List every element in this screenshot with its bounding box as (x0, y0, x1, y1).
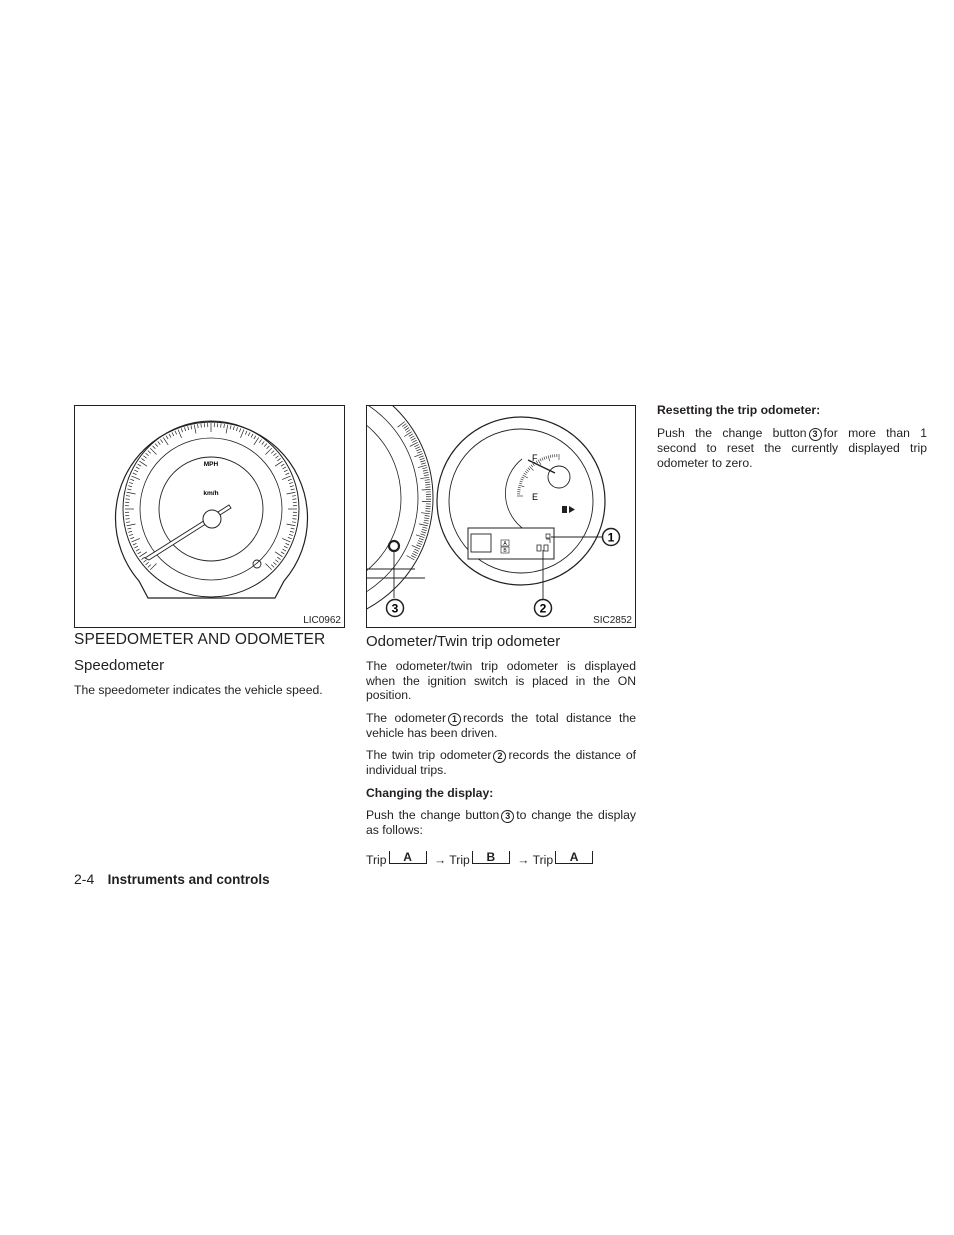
kmh-label: km/h (203, 490, 219, 497)
speedometer-figure (74, 405, 345, 628)
chapter-title: Instruments and controls (107, 872, 270, 887)
trip-b-box: B (472, 851, 510, 864)
callout-2 (535, 600, 552, 617)
lcd-seg-b: B (503, 548, 507, 554)
lcd-seg-a: A (503, 541, 507, 547)
mph-label: MPH (203, 461, 219, 468)
odometer-paragraph-1: The odometer/twin trip odometer is displayed when the ignition switch is placed in the ON position. (366, 659, 636, 703)
odometer-heading: Odometer/Twin trip odometer (366, 633, 561, 650)
svg-text:3: 3 (391, 601, 399, 616)
callout-ref-1: 1 (448, 713, 461, 726)
callout-3 (387, 600, 404, 617)
svg-text:1: 1 (607, 530, 615, 545)
callout-ref-3: 3 (809, 428, 822, 441)
fuel-empty-label: E (532, 492, 539, 502)
trip-a-box: A (555, 851, 593, 864)
speedometer-illustration (75, 406, 344, 627)
changing-display-heading: Changing the display: (366, 786, 494, 800)
fuel-pump-icon (562, 506, 575, 513)
callout-ref-2: 2 (493, 750, 506, 763)
reset-knob-icon (253, 560, 261, 568)
odometer-paragraph-3: The twin trip odometer 2 records the distance of individual trips. (366, 748, 636, 777)
odometer-paragraph-2: The odometer 1 records the total distance the vehicle has been driven. (366, 711, 636, 740)
odometer-paragraph-4: Push the change button 3 to change the display as follows: (366, 808, 636, 837)
speedometer-text: The speedometer indicates the vehicle speed. (74, 683, 323, 697)
section-title: SPEEDOMETER AND ODOMETER (74, 631, 326, 648)
speedometer-heading: Speedometer (74, 657, 165, 674)
odometer-illustration (367, 406, 635, 627)
fuel-full-label: F (532, 453, 538, 463)
trip-sequence: Trip A → Trip B → Trip A (366, 851, 597, 867)
reset-heading: Resetting the trip odometer: (657, 403, 821, 417)
odometer-figure (366, 405, 636, 628)
change-button-icon (389, 541, 399, 551)
page-number: 2-4 (74, 871, 95, 887)
page-footer (74, 871, 270, 889)
svg-text:2: 2 (539, 601, 547, 616)
trip-a-box: A (389, 851, 427, 864)
figure-code: LIC0962 (303, 615, 341, 626)
callout-ref-3: 3 (501, 810, 514, 823)
reset-paragraph: Push the change button 3 for more than 1 second to reset the currently displayed trip odometer to zero. (657, 426, 927, 470)
figure-code: SIC2852 (593, 615, 632, 626)
callout-1 (603, 529, 620, 546)
